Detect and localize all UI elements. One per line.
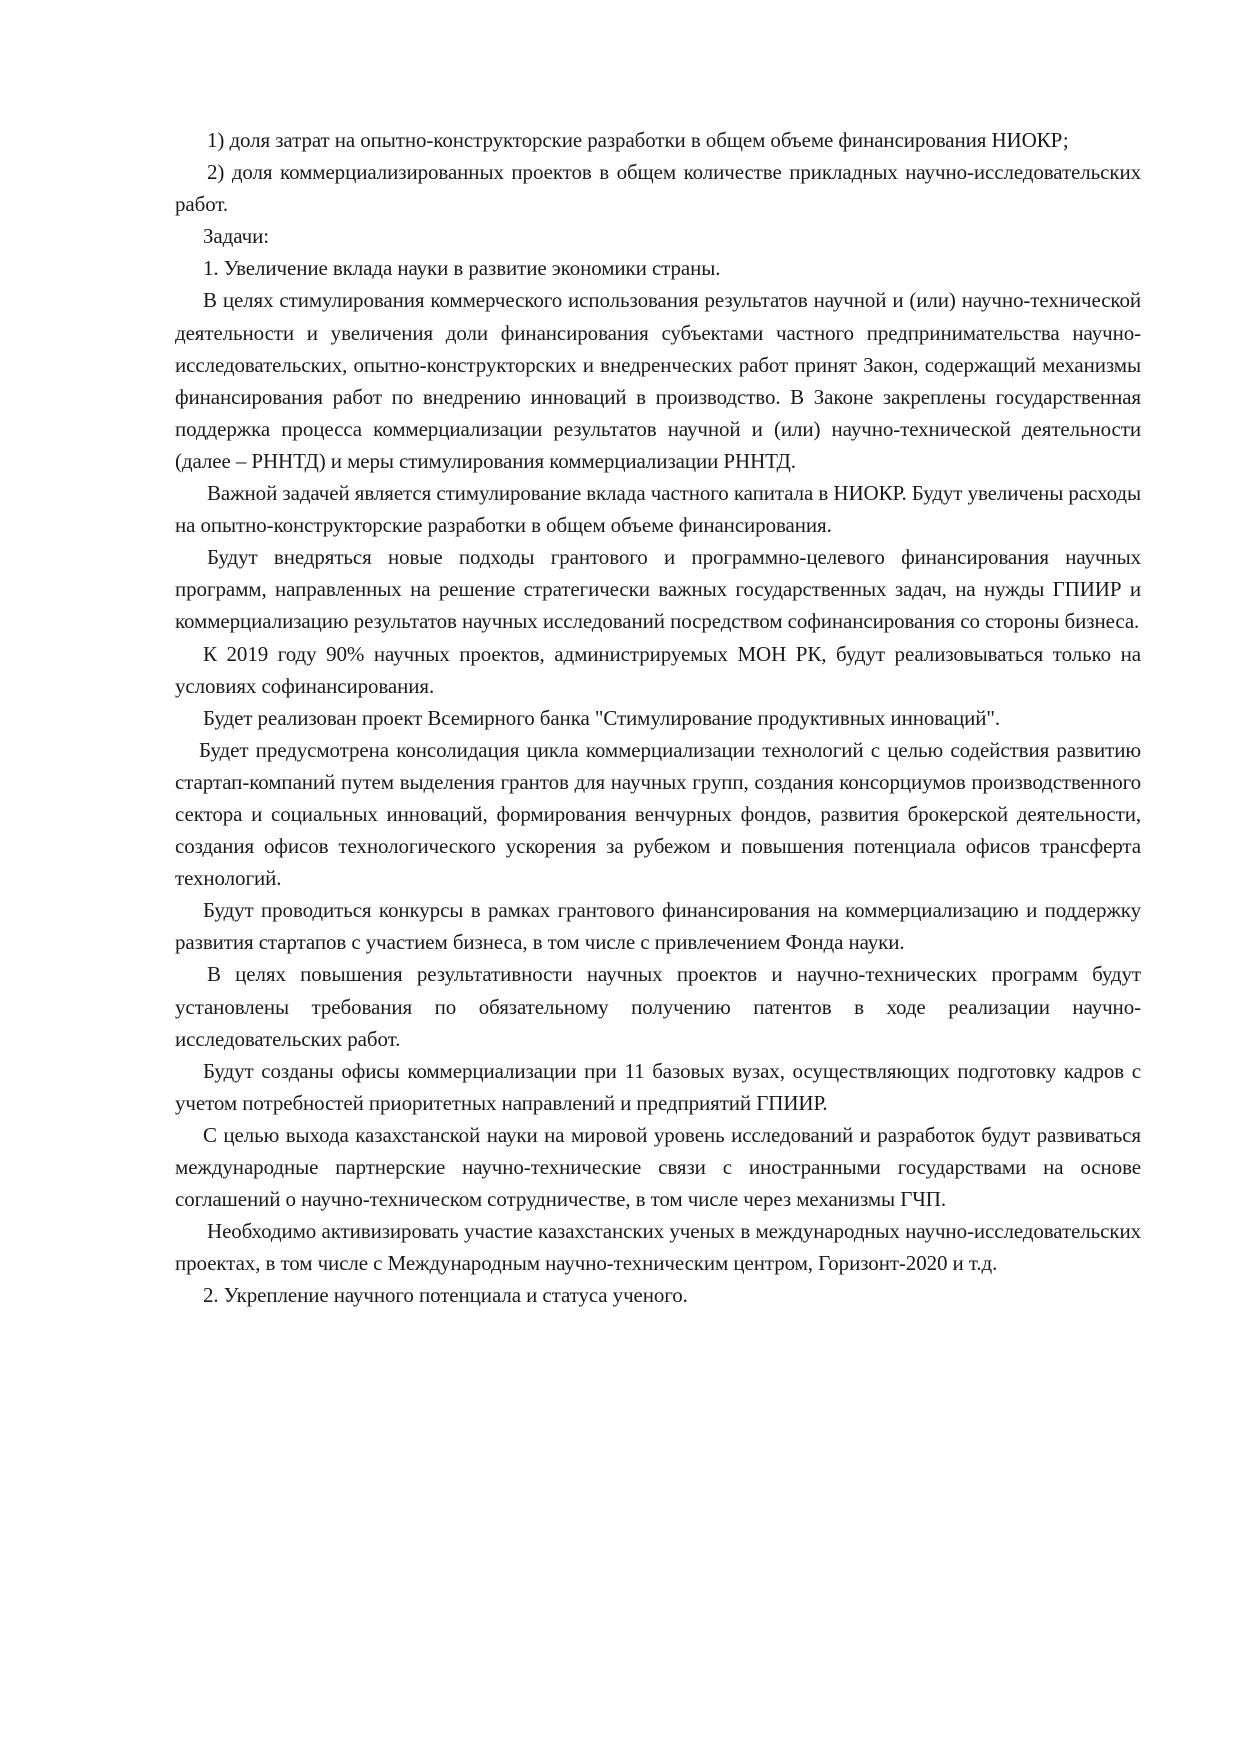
law-paragraph: В целях стимулирования коммерческого использования результатов научной и (или) научно-технической деятельности и увеличения доли финансирования субъектами частного предпринимательства научно-исследовательских, опытно-конструкторских и внедренческих работ принят Закон, содержащий механизмы финансирования работ по внедрению инноваций в производство. В Законе закреплены государственная поддержка процесса коммерциализации результатов научной и (или) научно-технической деятельности (далее – РННТД) и меры стимулирования коммерциализации РННТД. xyxy=(175,288,1141,473)
patents-paragraph: В целях повышения результативности научных проектов и научно-технических программ будут установлены требования по обязательному получению патентов в ходе реализации научно-исследовательских работ. xyxy=(175,962,1141,1051)
consolidation-paragraph: Будет предусмотрена консолидация цикла коммерциализации технологий с целью содействия развитию стартап-компаний путем выделения грантов для научных групп, создания консорциумов производственного сектора и социальных инноваций, формирования венчурных фондов, развития брокерской деятельности, создания офисов технологического ускорения за рубежом и повышения потенциала офисов трансферта технологий. xyxy=(175,737,1141,891)
grant-approaches-paragraph: Будут внедряться новые подходы грантового и программно-целевого финансирования научных программ, направленных на решение стратегически важных государственных задач, на нужды ГПИИР и коммерциализацию результатов научных исследований посредством софинансирования со стороны бизнеса. xyxy=(175,545,1141,634)
tasks-heading: Задачи: xyxy=(203,224,269,249)
offices-paragraph: Будут созданы офисы коммерциализации при 11 базовых вузах, осуществляющих подготовку кадров с учетом потребностей приоритетных направлений и предприятий ГПИИР. xyxy=(175,1058,1141,1115)
task-2-heading: 2. Укрепление научного потенциала и статуса ученого. xyxy=(203,1283,688,1308)
task-1-heading: 1. Увеличение вклада науки в развитие экономики страны. xyxy=(203,256,721,281)
international-paragraph: С целью выхода казахстанской науки на мировой уровень исследований и разработок будут развиваться международные партнерские научно-технические связи с иностранными государствами на основе соглашений о научно-техническом сотрудничестве, в том числе через механизмы ГЧП. xyxy=(175,1122,1141,1212)
document-page xyxy=(175,124,1141,1311)
indicator-1: 1) доля затрат на опытно-конструкторские разработки в общем объеме финансирования НИОКР; xyxy=(207,128,1069,152)
contests-paragraph: Будут проводиться конкурсы в рамках грантового финансирования на коммерциализацию и поддержку развития стартапов с участием бизнеса, в том числе с привлечением Фонда науки. xyxy=(175,898,1141,955)
cofinancing-2019-paragraph: К 2019 году 90% научных проектов, администрируемых МОН РК, будут реализовываться только на условиях софинансирования. xyxy=(175,641,1141,698)
world-bank-paragraph: Будет реализован проект Всемирного банка "Стимулирование продуктивных инноваций". xyxy=(203,705,1001,730)
private-capital-paragraph: Важной задачей является стимулирование вклада частного капитала в НИОКР. Будут увеличены расходы на опытно-конструкторские разработки в общем объеме финансирования. xyxy=(175,481,1141,538)
participation-paragraph: Необходимо активизировать участие казахстанских ученых в международных научно-исследовательских проектах, в том числе с Международным научно-техническим центром, Горизонт-2020 и т.д. xyxy=(175,1219,1141,1276)
indicator-2: 2) доля коммерциализированных проектов в общем количестве прикладных научно-исследовательских работ. xyxy=(175,160,1141,217)
